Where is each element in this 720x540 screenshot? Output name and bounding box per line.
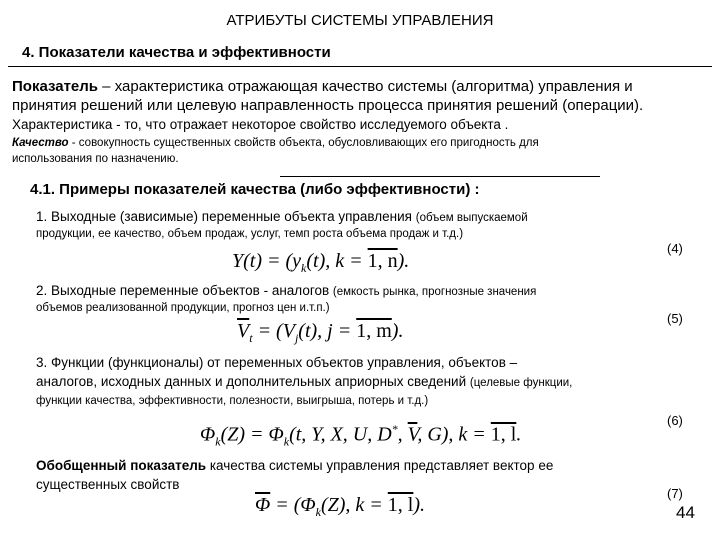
item1-line-1 [36, 209, 528, 224]
quality-line-1 [12, 137, 539, 149]
section-heading: 4. Показатели качества и эффективности [22, 44, 331, 61]
formula-4: $Y(t) = (y_k(t)$, k = 1, n). [232, 250, 410, 275]
slide-title: АТРИБУТЫ СИСТЕМЫ УПРАВЛЕНИЯ [226, 12, 494, 29]
equation-number-4: (4) [667, 241, 683, 256]
generalized-term: Обобщенный показатель [36, 458, 207, 473]
equation-number-5: (5) [667, 311, 683, 326]
generalized-text-1: качества системы управления представляет вектор ее [206, 458, 554, 473]
equation-number-6: (6) [667, 413, 683, 428]
subsection-divider [280, 176, 600, 177]
quality-line-2: использования по назначению. [12, 153, 179, 165]
generalized-line-1 [36, 458, 553, 473]
formula-7: $\overline{\Phi} = (\Phi_k(Z)$, k = 1, l). [255, 494, 426, 519]
item3-line-3: функции качества, эффективности, полезности, выигрыша, потерь и т.д.) [36, 395, 429, 407]
generalized-line-2: существенных свойств [36, 477, 180, 492]
definition-text-1: – характеристика отражающая качество системы (алгоритма) управления и [98, 78, 633, 95]
item3-line-1: 3. Функции (функционалы) от переменных объектов управления, объектов – [36, 355, 518, 370]
section-divider [8, 66, 712, 67]
item2-small-text-1: (емкость рынка, прогнозные значения [332, 286, 537, 298]
formula-5: $\overline{V}_t = (V_j(t)$, j = 1, m). [237, 320, 404, 345]
equation-number-7: (7) [667, 486, 683, 501]
definition-term: Показатель [12, 78, 99, 95]
item1-line-2: продукции, ее качество, объем продаж, услуг, темп роста объема продаж и т.д.) [36, 228, 464, 240]
item1-small-text-1: (объем выпускаемой [415, 212, 528, 224]
definition-line-2: принятия решений или целевую направленность процесса принятия решений (операции). [12, 97, 644, 114]
item2-main-text: 2. Выходные переменные объектов - аналогов [36, 283, 333, 298]
item3-main-text: аналогов, исходных данных и дополнительных априорных сведений [36, 374, 470, 389]
page-number: 44 [676, 503, 695, 522]
item2-line-1 [36, 283, 536, 298]
item1-main-text: 1. Выходные (зависимые) переменные объекта управления [36, 209, 416, 224]
item2-line-2: объемов реализованной продукции, прогноз цен и.т.п.) [36, 302, 330, 314]
formula-6: $\Phi_k(Z) = \Phi_k(t$, Y, X, U, D*, $\overline{V}$, G), k = 1, l. [200, 422, 522, 449]
quality-text-1: - совокупность существенных свойств объекта, обусловливающих его пригодность для [68, 137, 539, 149]
quality-term: Качество [12, 137, 69, 149]
item3-small-text: (целевые функции, [469, 377, 573, 389]
characteristic-line: Характеристика - то, что отражает некоторое свойство исследуемого объекта . [12, 117, 509, 132]
definition-line-1 [12, 78, 633, 95]
subsection-heading: 4.1. Примеры показателей качества (либо эффективности) : [30, 181, 480, 198]
item3-line-2 [36, 374, 572, 389]
